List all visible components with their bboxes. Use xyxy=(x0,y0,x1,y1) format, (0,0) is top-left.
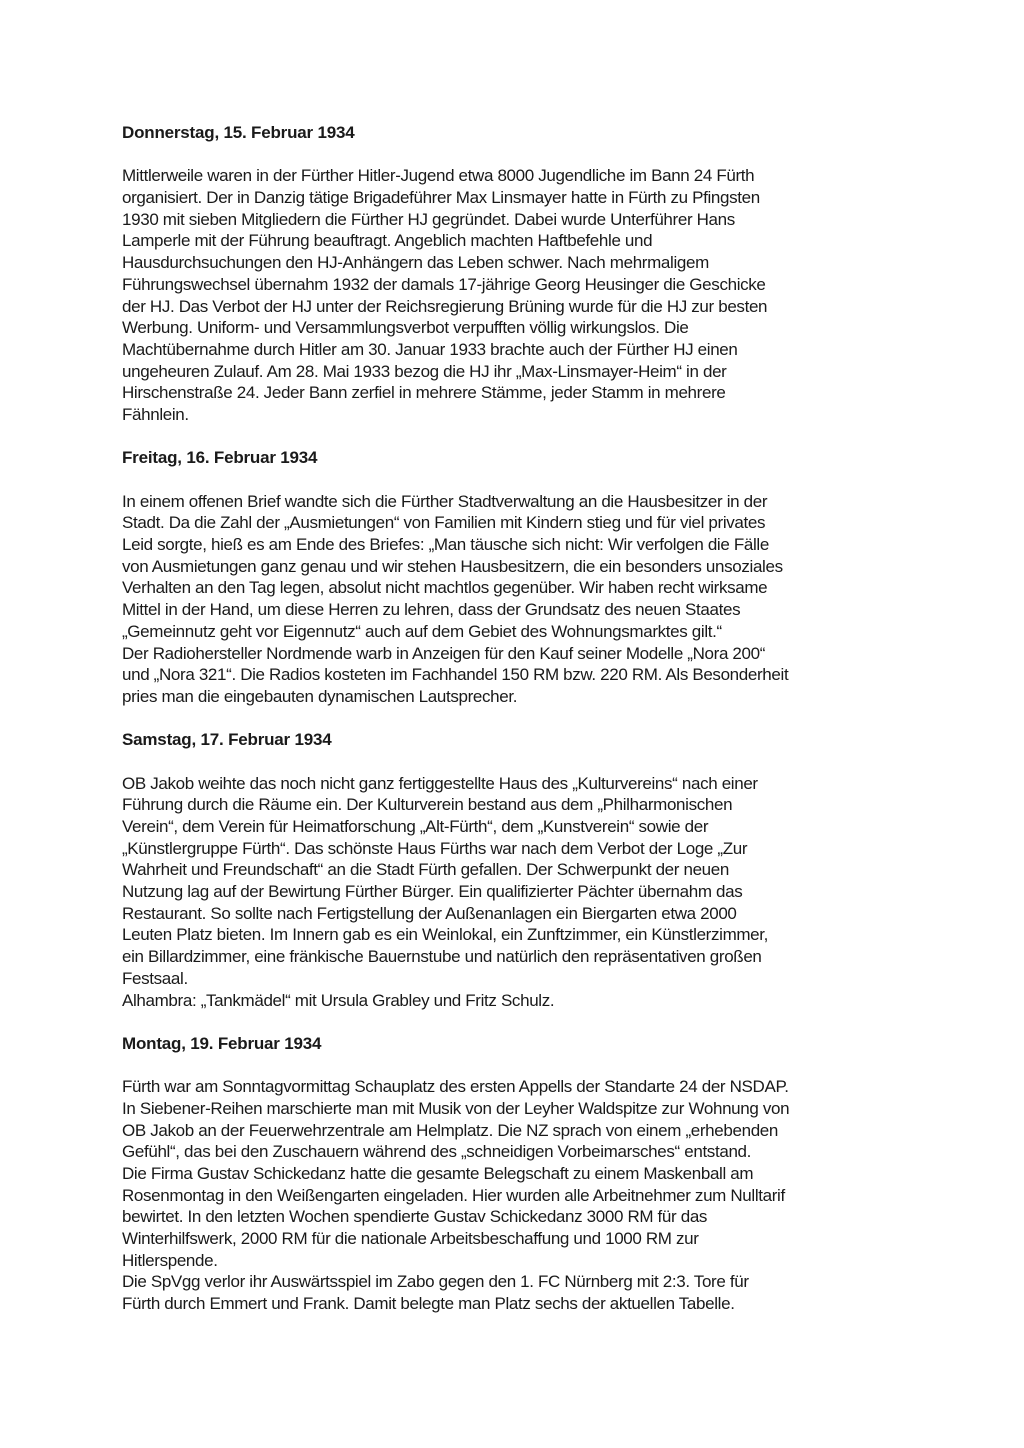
text-line: Fürth war am Sonntagvormittag Schauplatz des ersten Appells der Standarte 24 der NSDAP. xyxy=(122,1077,789,1097)
text-line: Winterhilfswerk, 2000 RM für die nationale Arbeitsbeschaffung und 1000 RM zur xyxy=(122,1229,699,1249)
text-line: Fähnlein. xyxy=(122,404,189,424)
text-line: von Ausmietungen ganz genau und wir stehen Hausbesitzern, die ein besonders unsoziales xyxy=(122,556,783,576)
diary-entry xyxy=(122,122,922,447)
text-line: Machtübernahme durch Hitler am 30. Januar 1933 brachte auch der Fürther HJ einen xyxy=(122,339,738,359)
text-line: und „Nora 321“. Die Radios kosteten im Fachhandel 150 RM bzw. 220 RM. Als Besonderheit xyxy=(122,665,789,685)
text-line: 1930 mit sieben Mitgliedern die Fürther HJ gegründet. Dabei wurde Unterführer Hans xyxy=(122,209,735,229)
text-line: „Künstlergruppe Fürth“. Das schönste Haus Fürths war nach dem Verbot der Loge „Zur xyxy=(122,838,748,858)
entry-paragraph xyxy=(122,773,922,990)
diary-entry xyxy=(122,447,922,729)
diary-entry xyxy=(122,1033,922,1315)
text-line: Der Radiohersteller Nordmende warb in Anzeigen für den Kauf seiner Modelle „Nora 200“ xyxy=(122,643,766,663)
text-line: Alhambra: „Tankmädel“ mit Ursula Grabley und Fritz Schulz. xyxy=(122,990,555,1010)
text-line: Nutzung lag auf der Bewirtung Fürther Bürger. Ein qualifizierter Pächter übernahm das xyxy=(122,882,743,902)
spacer xyxy=(122,144,922,166)
text-line: OB Jakob an der Feuerwehrzentrale am Helmplatz. Die NZ sprach von einem „erhebenden xyxy=(122,1120,779,1140)
text-line: Fürth durch Emmert und Frank. Damit belegte man Platz sechs der aktuellen Tabelle. xyxy=(122,1294,735,1314)
entry-paragraph xyxy=(122,990,922,1012)
text-line: Stadt. Da die Zahl der „Ausmietungen“ von Familien mit Kindern stieg und für viel privates xyxy=(122,513,766,533)
text-line: „Gemeinnutz geht vor Eigennutz“ auch auf dem Gebiet des Wohnungsmarktes gilt.“ xyxy=(122,621,722,641)
document-page xyxy=(122,122,922,1315)
entry-date-heading: Freitag, 16. Februar 1934 xyxy=(122,448,318,468)
text-line: Festsaal. xyxy=(122,968,188,988)
text-line: Führung durch die Räume ein. Der Kulturverein bestand aus dem „Philharmonischen xyxy=(122,795,733,815)
text-line: der HJ. Das Verbot der HJ unter der Reichsregierung Brüning wurde für die HJ zur besten xyxy=(122,296,768,316)
diary-entry xyxy=(122,729,922,1033)
entry-date-heading: Donnerstag, 15. Februar 1934 xyxy=(122,123,355,142)
entry-paragraph xyxy=(122,1076,922,1163)
text-line: Wahrheit und Freundschaft“ an die Stadt Fürth gefallen. Der Schwerpunkt der neuen xyxy=(122,860,729,880)
text-line: organisiert. Der in Danzig tätige Brigadeführer Max Linsmayer hatte in Fürth zu Pfingsten xyxy=(122,188,760,208)
text-line: Restaurant. So sollte nach Fertigstellung der Außenanlagen ein Biergarten etwa 2000 xyxy=(122,903,737,923)
text-line: Hausdurchsuchungen den HJ-Anhängern das Leben schwer. Nach mehrmaligem xyxy=(122,253,709,273)
text-line: Hirschenstraße 24. Jeder Bann zerfiel in mehrere Stämme, jeder Stamm in mehrere xyxy=(122,383,726,403)
text-line: Die SpVgg verlor ihr Auswärtsspiel im Zabo gegen den 1. FC Nürnberg mit 2:3. Tore für xyxy=(122,1272,749,1292)
text-line: Mittlerweile waren in der Fürther Hitler-Jugend etwa 8000 Jugendliche im Bann 24 Fürth xyxy=(122,166,755,186)
text-line: In einem offenen Brief wandte sich die Fürther Stadtverwaltung an die Hausbesitzer in der xyxy=(122,491,768,511)
text-line: bewirtet. In den letzten Wochen spendierte Gustav Schickedanz 3000 RM für das xyxy=(122,1207,708,1227)
entry-paragraph xyxy=(122,165,922,425)
spacer xyxy=(122,708,922,730)
text-line: Die Firma Gustav Schickedanz hatte die gesamte Belegschaft zu einem Maskenball am xyxy=(122,1164,754,1183)
entry-paragraph xyxy=(122,1163,922,1271)
text-line: Mittel in der Hand, um diese Herren zu lehren, dass der Grundsatz des neuen Staates xyxy=(122,600,741,620)
text-line: Rosenmontag in den Weißengarten eingeladen. Hier wurden alle Arbeitnehmer zum Nulltarif xyxy=(122,1185,785,1205)
text-line: Leuten Platz bieten. Im Innern gab es ein Weinlokal, ein Zunftzimmer, ein Künstlerzimmer, xyxy=(122,925,769,945)
spacer xyxy=(122,1055,922,1077)
spacer xyxy=(122,751,922,773)
entry-date-heading: Samstag, 17. Februar 1934 xyxy=(122,730,332,750)
entry-paragraph xyxy=(122,643,922,708)
text-line: ungeheuren Zulauf. Am 28. Mai 1933 bezog die HJ ihr „Max-Linsmayer-Heim“ in der xyxy=(122,361,727,381)
text-line: Gefühl“, das bei den Zuschauern während des „schneidigen Vorbeimarsches“ entstand. xyxy=(122,1142,752,1162)
entry-paragraph xyxy=(122,1271,922,1314)
text-line: pries man die eingebauten dynamischen Lautsprecher. xyxy=(122,686,518,706)
text-line: Werbung. Uniform- und Versammlungsverbot verpufften völlig wirkungslos. Die xyxy=(122,318,689,338)
spacer xyxy=(122,426,922,448)
text-line: Verhalten an den Tag legen, absolut nicht machtlos gegenüber. Wir haben recht wirksame xyxy=(122,578,768,598)
entry-paragraph xyxy=(122,491,922,643)
text-line: In Siebener-Reihen marschierte man mit Musik von der Leyher Waldspitze zur Wohnung von xyxy=(122,1098,790,1118)
spacer xyxy=(122,469,922,491)
text-line: Hitlerspende. xyxy=(122,1250,218,1270)
entry-date-heading: Montag, 19. Februar 1934 xyxy=(122,1033,322,1053)
text-line: Lamperle mit der Führung beauftragt. Angeblich machten Haftbefehle und xyxy=(122,231,653,251)
text-line: Führungswechsel übernahm 1932 der damals 17-jährige Georg Heusinger die Geschicke xyxy=(122,274,766,294)
text-line: ein Billardzimmer, eine fränkische Bauernstube und natürlich den repräsentativen großen xyxy=(122,947,762,967)
text-line: OB Jakob weihte das noch nicht ganz fertiggestellte Haus des „Kulturvereins“ nach einer xyxy=(122,773,758,793)
spacer xyxy=(122,1011,922,1033)
text-line: Leid sorgte, hieß es am Ende des Briefes: „Man täusche sich nicht: Wir verfolgen die Fälle xyxy=(122,535,769,555)
text-line: Verein“, dem Verein für Heimatforschung „Alt-Fürth“, dem „Kunstverein“ sowie der xyxy=(122,817,709,836)
